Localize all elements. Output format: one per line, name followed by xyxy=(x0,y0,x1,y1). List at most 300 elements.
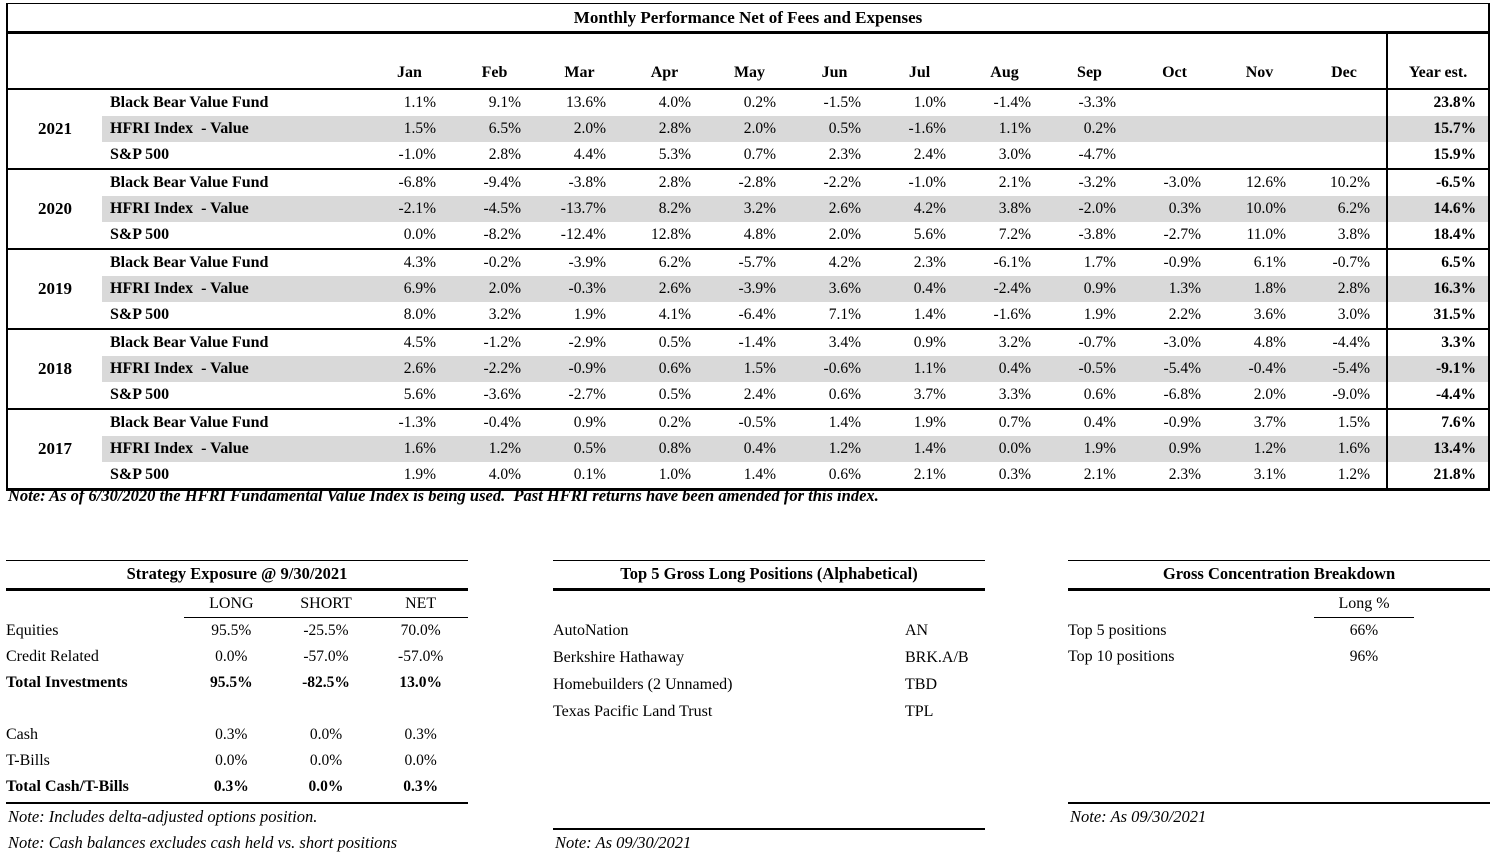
monthly-return-value: 2.3% xyxy=(792,142,877,169)
month-column-header: Feb xyxy=(452,33,537,90)
monthly-return-value: -9.4% xyxy=(483,174,521,191)
monthly-return-value: 2.0% xyxy=(792,222,877,249)
month-column-header: Aug xyxy=(962,33,1047,90)
exposure-value: -57.0% xyxy=(303,648,349,665)
year-est-value: 14.6% xyxy=(1387,196,1489,222)
monthly-return-value: 0.0% xyxy=(367,222,452,249)
monthly-return-value: 1.9% xyxy=(1047,302,1132,329)
monthly-return-value: 0.3% xyxy=(962,462,1047,490)
monthly-return-value: 0.4% xyxy=(877,276,962,302)
exposure-row-label: Total Cash/T-Bills xyxy=(6,778,129,795)
exposure-value: 0.0% xyxy=(308,778,344,795)
monthly-return-value: 2.0% xyxy=(707,116,792,142)
year-est-value: -9.1% xyxy=(1387,356,1489,382)
fund-name: HFRI Index - Value xyxy=(102,116,367,142)
monthly-return-value: 6.5% xyxy=(452,116,537,142)
exposure-row-label: Equities xyxy=(6,621,59,639)
monthly-return-value: 4.0% xyxy=(658,94,691,111)
year-label: 2019 xyxy=(7,249,102,329)
year-est-value: 6.5% xyxy=(1387,249,1489,276)
year-est-value: -4.4% xyxy=(1387,382,1489,409)
monthly-return-value: -2.8% xyxy=(738,174,776,191)
monthly-return-value: -1.4% xyxy=(738,334,776,351)
year-label: 2021 xyxy=(7,89,102,169)
exposure-label-column-header xyxy=(6,591,184,618)
exposure-value: 95.5% xyxy=(211,622,252,639)
monthly-return-value: -6.8% xyxy=(398,174,436,191)
monthly-return-value: 0.9% xyxy=(1047,276,1132,302)
exposure-value xyxy=(373,696,468,722)
exposure-row xyxy=(6,618,468,645)
performance-row xyxy=(7,142,1489,169)
monthly-return-value: -2.9% xyxy=(568,334,606,351)
year-label: 2018 xyxy=(7,329,102,409)
monthly-return-value: -0.5% xyxy=(738,414,776,431)
month-column-header: Jan xyxy=(367,33,452,90)
monthly-return-value: 1.0% xyxy=(913,94,946,111)
monthly-return-value: 1.1% xyxy=(962,116,1047,142)
monthly-return-value: 2.6% xyxy=(367,356,452,382)
monthly-return-value: 4.8% xyxy=(707,222,792,249)
monthly-return-value: 0.2% xyxy=(658,414,691,431)
fund-name: Black Bear Value Fund xyxy=(110,174,269,191)
concentration-body xyxy=(1068,591,1490,804)
monthly-return-value: 0.1% xyxy=(537,462,622,490)
monthly-return-value: -0.3% xyxy=(537,276,622,302)
fund-name: Black Bear Value Fund xyxy=(110,414,269,431)
monthly-return-value: 1.5% xyxy=(707,356,792,382)
exposure-row xyxy=(6,670,468,696)
monthly-return-value: -8.2% xyxy=(452,222,537,249)
strategy-exposure-title: Strategy Exposure @ 9/30/2021 xyxy=(6,560,468,591)
monthly-return-value: 0.2% xyxy=(1047,116,1132,142)
year-label: 2020 xyxy=(7,169,102,249)
monthly-return-value: -0.9% xyxy=(1163,254,1201,271)
fund-name: Black Bear Value Fund xyxy=(110,254,269,271)
monthly-return-value: -9.0% xyxy=(1302,382,1387,409)
monthly-return-value: -6.4% xyxy=(707,302,792,329)
monthly-return-value: -5.7% xyxy=(738,254,776,271)
year-est-value: 31.5% xyxy=(1387,302,1489,329)
monthly-return-value: 0.3% xyxy=(1132,196,1217,222)
exposure-value: 0.0% xyxy=(309,726,343,743)
monthly-return-value: 1.4% xyxy=(828,414,861,431)
monthly-return-value: 3.8% xyxy=(1302,222,1387,249)
top-positions-note: Note: As 09/30/2021 xyxy=(555,833,692,852)
monthly-return-value xyxy=(1132,116,1217,142)
top-positions-title: Top 5 Gross Long Positions (Alphabetical) xyxy=(553,560,985,591)
monthly-return-value: -2.2% xyxy=(452,356,537,382)
concentration-row-label: Top 10 positions xyxy=(1068,648,1175,665)
fund-name: S&P 500 xyxy=(102,382,367,409)
monthly-return-value: -0.6% xyxy=(792,356,877,382)
monthly-return-value: 10.2% xyxy=(1329,174,1370,191)
monthly-return-value: -0.5% xyxy=(1047,356,1132,382)
strategy-exposure-table xyxy=(6,591,468,800)
monthly-return-value: 0.4% xyxy=(962,356,1047,382)
monthly-return-value: 3.2% xyxy=(707,196,792,222)
position-row xyxy=(553,698,985,725)
year-est-value: 3.3% xyxy=(1387,329,1489,356)
monthly-return-value: 4.3% xyxy=(403,254,436,271)
position-row xyxy=(553,644,985,671)
monthly-return-value: 3.3% xyxy=(962,382,1047,409)
exposure-value: 0.3% xyxy=(215,726,248,743)
monthly-return-value: 1.1% xyxy=(403,94,436,111)
monthly-return-value: -0.4% xyxy=(1217,356,1302,382)
exposure-value: 0.3% xyxy=(213,778,249,795)
year-est-column-header: Year est. xyxy=(1387,33,1489,90)
monthly-return-value: 2.4% xyxy=(707,382,792,409)
concentration-row xyxy=(1068,644,1490,670)
monthly-return-value xyxy=(1217,89,1302,116)
monthly-return-value: -3.6% xyxy=(452,382,537,409)
concentration-value: 66% xyxy=(1349,622,1379,639)
monthly-return-value xyxy=(1302,142,1387,169)
monthly-return-value: -0.4% xyxy=(483,414,521,431)
month-column-header: Nov xyxy=(1217,33,1302,90)
monthly-return-value: 4.5% xyxy=(403,334,436,351)
month-column-header: Jul xyxy=(877,33,962,90)
monthly-return-value: -3.2% xyxy=(1078,174,1116,191)
monthly-return-value: 3.2% xyxy=(452,302,537,329)
monthly-return-value: 2.1% xyxy=(1047,462,1132,490)
monthly-return-value: 2.6% xyxy=(622,276,707,302)
fund-name: S&P 500 xyxy=(102,302,367,329)
exposure-header-row xyxy=(6,591,468,618)
monthly-return-value xyxy=(1302,116,1387,142)
performance-table-title: Monthly Performance Net of Fees and Expenses xyxy=(7,4,1489,33)
top-positions-table xyxy=(553,617,985,725)
top-positions-body xyxy=(553,591,985,830)
monthly-return-value: 3.8% xyxy=(962,196,1047,222)
monthly-return-value: -6.1% xyxy=(993,254,1031,271)
spacer-cell xyxy=(1414,644,1490,670)
strategy-exposure-body xyxy=(6,591,468,804)
monthly-return-value: 1.9% xyxy=(367,462,452,490)
year-est-value: 15.9% xyxy=(1387,142,1489,169)
position-name: Homebuilders (2 Unnamed) xyxy=(553,675,733,693)
monthly-return-value: 2.0% xyxy=(1217,382,1302,409)
monthly-return-value: 8.2% xyxy=(622,196,707,222)
exposure-notes xyxy=(6,804,468,856)
monthly-return-value: 0.9% xyxy=(1132,436,1217,462)
monthly-return-value: 3.7% xyxy=(877,382,962,409)
monthly-return-value: -1.5% xyxy=(823,94,861,111)
monthly-return-value: 2.0% xyxy=(537,116,622,142)
spacer-cell xyxy=(1414,618,1490,645)
monthly-return-value: -2.1% xyxy=(367,196,452,222)
exposure-value: 0.0% xyxy=(404,752,437,769)
exposure-value: 0.3% xyxy=(403,778,439,795)
concentration-header-row xyxy=(1068,591,1490,618)
monthly-return-value: 3.2% xyxy=(998,334,1031,351)
exposure-value: -82.5% xyxy=(302,674,350,691)
monthly-return-value: 0.5% xyxy=(622,382,707,409)
monthly-return-value: 0.9% xyxy=(573,414,606,431)
performance-row xyxy=(7,169,1489,196)
monthly-return-value: 2.3% xyxy=(913,254,946,271)
performance-row xyxy=(7,89,1489,116)
exposure-note: Note: Includes delta-adjusted options position. xyxy=(8,807,318,826)
monthly-return-value xyxy=(1132,89,1217,116)
monthly-return-value: 1.9% xyxy=(913,414,946,431)
concentration-panel xyxy=(1068,560,1490,830)
fund-name: HFRI Index - Value xyxy=(102,436,367,462)
performance-row xyxy=(7,409,1489,436)
monthly-return-value: -4.4% xyxy=(1332,334,1370,351)
monthly-return-value: 11.0% xyxy=(1217,222,1302,249)
fund-name: HFRI Index - Value xyxy=(102,356,367,382)
concentration-note: Note: As 09/30/2021 xyxy=(1070,807,1207,826)
fund-name: Black Bear Value Fund xyxy=(110,334,269,351)
monthly-return-value: 2.8% xyxy=(452,142,537,169)
monthly-return-value: -1.6% xyxy=(877,116,962,142)
monthly-return-value: 4.4% xyxy=(537,142,622,169)
monthly-return-value: 10.0% xyxy=(1217,196,1302,222)
position-ticker: BRK.A/B xyxy=(905,648,969,666)
exposure-value: 0.0% xyxy=(309,752,343,769)
monthly-return-value: 2.8% xyxy=(1302,276,1387,302)
fund-name: S&P 500 xyxy=(102,142,367,169)
monthly-return-value xyxy=(1217,142,1302,169)
monthly-return-value: 0.6% xyxy=(792,382,877,409)
fund-name-column-header xyxy=(102,33,367,90)
exposure-row xyxy=(6,722,468,748)
monthly-return-value: 4.2% xyxy=(828,254,861,271)
exposure-row-label: T-Bills xyxy=(6,752,50,769)
monthly-return-value: -2.2% xyxy=(823,174,861,191)
monthly-return-value: 0.2% xyxy=(743,94,776,111)
spacer-column xyxy=(1414,591,1490,618)
monthly-return-value: 1.0% xyxy=(622,462,707,490)
monthly-return-value: 0.5% xyxy=(658,334,691,351)
monthly-return-value: 0.6% xyxy=(1047,382,1132,409)
monthly-return-value: -0.9% xyxy=(537,356,622,382)
monthly-return-value: 3.7% xyxy=(1253,414,1286,431)
monthly-return-value xyxy=(1217,116,1302,142)
position-row xyxy=(553,671,985,698)
monthly-return-value: 1.7% xyxy=(1083,254,1116,271)
monthly-return-value: -3.0% xyxy=(1163,174,1201,191)
month-header-row xyxy=(7,33,1489,90)
year-est-value: 16.3% xyxy=(1387,276,1489,302)
month-column-header: May xyxy=(707,33,792,90)
monthly-return-value: 9.1% xyxy=(488,94,521,111)
exposure-row-label: Credit Related xyxy=(6,648,99,665)
monthly-return-value: 0.5% xyxy=(792,116,877,142)
exposure-value: 0.3% xyxy=(404,726,437,743)
monthly-return-value: 1.6% xyxy=(367,436,452,462)
year-est-value: 7.6% xyxy=(1387,409,1489,436)
monthly-return-value: 3.0% xyxy=(1302,302,1387,329)
performance-row xyxy=(7,249,1489,276)
year-column-header xyxy=(7,33,102,90)
fund-name: Black Bear Value Fund xyxy=(110,94,269,111)
exposure-value: -25.5% xyxy=(303,622,349,639)
fund-name: S&P 500 xyxy=(102,462,367,490)
monthly-return-value: 4.1% xyxy=(622,302,707,329)
monthly-return-value: 0.6% xyxy=(622,356,707,382)
exposure-row-label: Cash xyxy=(6,726,38,743)
monthly-return-value: 3.1% xyxy=(1217,462,1302,490)
monthly-return-value: 3.6% xyxy=(792,276,877,302)
year-est-value: -6.5% xyxy=(1387,169,1489,196)
monthly-return-value: -0.2% xyxy=(483,254,521,271)
monthly-return-value: 1.4% xyxy=(707,462,792,490)
monthly-return-value: -3.9% xyxy=(707,276,792,302)
monthly-performance-table xyxy=(6,3,1490,491)
exposure-column-header: SHORT xyxy=(279,591,374,618)
monthly-return-value: 5.6% xyxy=(367,382,452,409)
monthly-return-value: 1.4% xyxy=(877,302,962,329)
monthly-return-value: -2.7% xyxy=(537,382,622,409)
strategy-exposure-panel xyxy=(6,560,468,856)
monthly-return-value: 6.9% xyxy=(367,276,452,302)
concentration-title: Gross Concentration Breakdown xyxy=(1068,560,1490,591)
monthly-return-value: 0.6% xyxy=(792,462,877,490)
performance-row xyxy=(7,302,1489,329)
monthly-return-value: 5.3% xyxy=(622,142,707,169)
exposure-note: Note: Cash balances excludes cash held vs. short positions xyxy=(8,833,398,852)
exposure-value: -57.0% xyxy=(398,648,444,665)
month-column-header: Mar xyxy=(537,33,622,90)
monthly-return-value: 1.1% xyxy=(877,356,962,382)
monthly-return-value: 1.4% xyxy=(877,436,962,462)
monthly-return-value: 6.2% xyxy=(658,254,691,271)
monthly-return-value: -1.4% xyxy=(993,94,1031,111)
performance-row xyxy=(7,436,1489,462)
monthly-return-value: 1.3% xyxy=(1132,276,1217,302)
year-est-value: 23.8% xyxy=(1387,89,1489,116)
monthly-return-value: -5.4% xyxy=(1302,356,1387,382)
position-ticker: TBD xyxy=(905,675,937,693)
concentration-row xyxy=(1068,618,1490,645)
monthly-return-value: 0.0% xyxy=(962,436,1047,462)
monthly-return-value: 12.8% xyxy=(622,222,707,249)
monthly-return-value: -3.8% xyxy=(568,174,606,191)
hfri-index-note: Note: As of 6/30/2020 the HFRI Fundamental Value Index is being used. Past HFRI returns have been amended for this index. xyxy=(8,486,879,505)
monthly-return-value: -2.0% xyxy=(1047,196,1132,222)
monthly-return-value: 2.4% xyxy=(877,142,962,169)
performance-row xyxy=(7,276,1489,302)
monthly-return-value: 0.4% xyxy=(707,436,792,462)
monthly-return-value: -3.8% xyxy=(1047,222,1132,249)
monthly-return-value: 0.7% xyxy=(707,142,792,169)
monthly-return-value: 6.2% xyxy=(1302,196,1387,222)
monthly-return-value: 2.0% xyxy=(452,276,537,302)
monthly-return-value: -12.4% xyxy=(537,222,622,249)
monthly-return-value: -0.9% xyxy=(1163,414,1201,431)
exposure-value xyxy=(184,696,279,722)
performance-row xyxy=(7,329,1489,356)
concentration-label-column-header xyxy=(1068,591,1314,618)
monthly-return-value: 1.6% xyxy=(1302,436,1387,462)
position-name: AutoNation xyxy=(553,621,629,639)
concentration-value: 96% xyxy=(1349,648,1379,665)
month-column-header: Oct xyxy=(1132,33,1217,90)
monthly-return-value: -5.4% xyxy=(1132,356,1217,382)
monthly-return-value: 6.1% xyxy=(1253,254,1286,271)
monthly-return-value: -4.7% xyxy=(1047,142,1132,169)
monthly-return-value: -4.5% xyxy=(452,196,537,222)
monthly-return-value xyxy=(1302,89,1387,116)
exposure-row xyxy=(6,748,468,774)
performance-row xyxy=(7,382,1489,409)
position-ticker: TPL xyxy=(905,702,934,720)
exposure-row xyxy=(6,696,468,722)
monthly-return-value xyxy=(1132,142,1217,169)
monthly-return-value: 2.2% xyxy=(1132,302,1217,329)
monthly-return-value: 12.6% xyxy=(1245,174,1286,191)
month-column-header: Dec xyxy=(1302,33,1387,90)
concentration-table xyxy=(1068,591,1490,670)
monthly-return-value: 13.6% xyxy=(565,94,606,111)
exposure-value: 95.5% xyxy=(210,674,253,691)
monthly-return-value: 2.1% xyxy=(998,174,1031,191)
fund-name: S&P 500 xyxy=(102,222,367,249)
monthly-return-value: 3.6% xyxy=(1217,302,1302,329)
exposure-value: 0.0% xyxy=(215,752,248,769)
position-name: Texas Pacific Land Trust xyxy=(553,702,713,720)
monthly-return-value: -2.7% xyxy=(1132,222,1217,249)
performance-row xyxy=(7,356,1489,382)
exposure-column-header: LONG xyxy=(184,591,279,618)
month-column-header: Apr xyxy=(622,33,707,90)
year-est-value: 13.4% xyxy=(1387,436,1489,462)
monthly-return-value: -3.9% xyxy=(568,254,606,271)
month-column-header: Sep xyxy=(1047,33,1132,90)
monthly-return-value: -0.7% xyxy=(1332,254,1370,271)
monthly-return-value: 1.9% xyxy=(1047,436,1132,462)
table-title-row xyxy=(7,4,1489,33)
year-label: 2017 xyxy=(7,409,102,490)
year-est-value: 15.7% xyxy=(1387,116,1489,142)
monthly-return-value: 4.8% xyxy=(1253,334,1286,351)
year-est-value: 21.8% xyxy=(1387,462,1489,490)
performance-row xyxy=(7,222,1489,249)
exposure-row xyxy=(6,644,468,670)
monthly-return-value: -1.3% xyxy=(398,414,436,431)
monthly-return-value: 2.8% xyxy=(622,116,707,142)
exposure-row xyxy=(6,774,468,800)
monthly-return-value: 2.6% xyxy=(792,196,877,222)
fund-name: HFRI Index - Value xyxy=(102,196,367,222)
monthly-return-value: -13.7% xyxy=(537,196,622,222)
position-row xyxy=(553,617,985,644)
summary-panels xyxy=(6,560,1490,856)
concentration-row-label: Top 5 positions xyxy=(1068,621,1167,639)
exposure-value: 0.0% xyxy=(215,648,248,665)
monthly-return-value: 2.8% xyxy=(658,174,691,191)
monthly-return-value: 0.4% xyxy=(1083,414,1116,431)
monthly-return-value: -1.0% xyxy=(908,174,946,191)
monthly-return-value: -6.8% xyxy=(1132,382,1217,409)
monthly-return-value: 3.0% xyxy=(962,142,1047,169)
monthly-return-value: -1.2% xyxy=(483,334,521,351)
exposure-value xyxy=(279,696,374,722)
monthly-return-value: -3.0% xyxy=(1163,334,1201,351)
monthly-return-value: 5.6% xyxy=(877,222,962,249)
monthly-return-value: 2.1% xyxy=(877,462,962,490)
position-name: Berkshire Hathaway xyxy=(553,648,685,666)
exposure-row-label xyxy=(6,696,184,722)
monthly-return-value: 1.5% xyxy=(1337,414,1370,431)
monthly-return-value: -3.3% xyxy=(1078,94,1116,111)
monthly-return-value: 1.9% xyxy=(537,302,622,329)
monthly-return-value: 0.7% xyxy=(998,414,1031,431)
monthly-return-value: -1.6% xyxy=(962,302,1047,329)
